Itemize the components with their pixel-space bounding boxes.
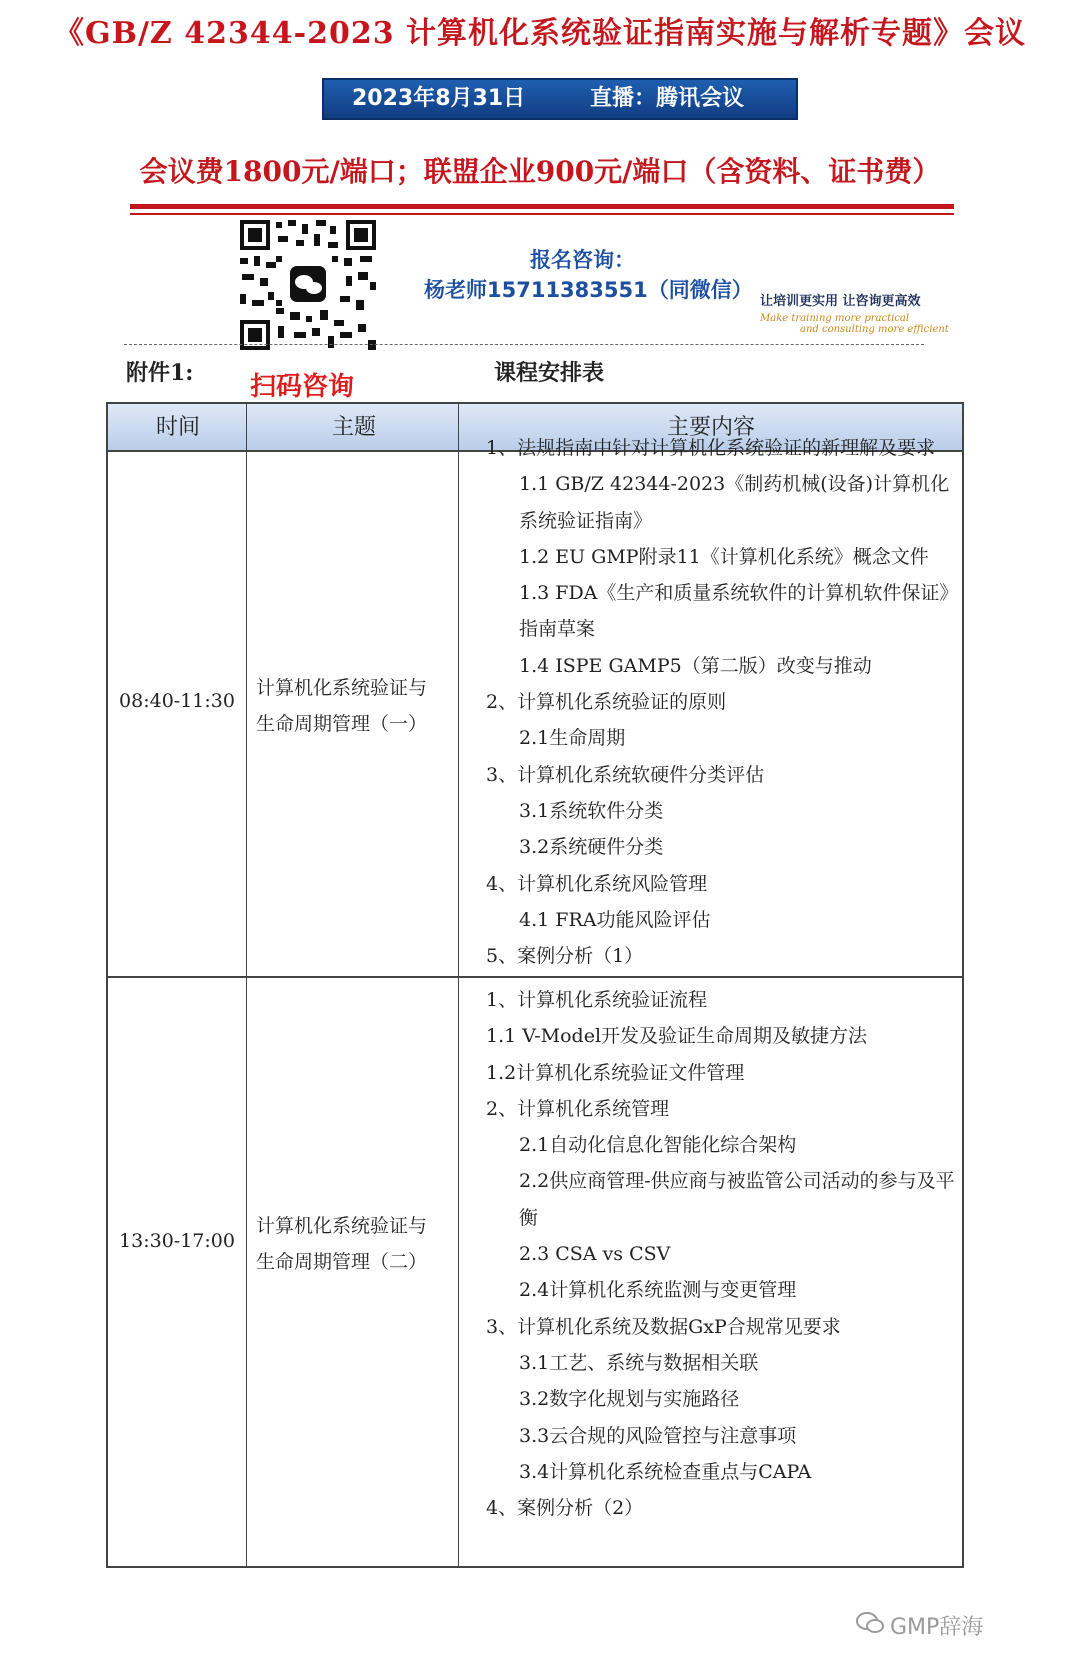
content-line: 3、计算机化系统软硬件分类评估 [486, 763, 765, 786]
header-topic: 主题 [248, 404, 460, 452]
slogan-en-1: Make training more practical [760, 313, 910, 324]
content-line: 1.2 EU GMP附录11《计算机化系统》概念文件 [519, 545, 929, 568]
divider [130, 204, 954, 209]
consult-contact[interactable]: 杨老师15711383551（同微信） [424, 278, 753, 302]
content-line: 4、计算机化系统风险管理 [486, 872, 708, 895]
conference-title: 《GB/Z 42344-2023 计算机化系统验证指南实施与解析专题》会议 [53, 16, 1027, 51]
content-line: 1.2计算机化系统验证文件管理 [486, 1061, 745, 1084]
divider [130, 213, 954, 215]
schedule-table [106, 402, 964, 1568]
header-time: 时间 [108, 404, 248, 452]
schedule-title: 课程安排表 [494, 360, 605, 386]
content-line: 1、法规指南中针对计算机化系统验证的新理解及要求 [486, 437, 936, 459]
content-line: 2.1生命周期 [519, 727, 626, 750]
session-topic-line: 生命周期管理（一） [256, 713, 428, 735]
fee-line: 会议费1800元/端口；联盟企业900元/端口（含资料、证书费） [139, 155, 941, 188]
content-line: 4.1 FRA功能风险评估 [519, 908, 711, 931]
content-line: 1.1 V-Model开发及验证生命周期及敏捷方法 [486, 1025, 868, 1048]
content-line: 2.2供应商管理-供应商与被监管公司活动的参与及平衡 [519, 1170, 955, 1229]
wechat-icon [855, 1610, 885, 1636]
content-line: 1、计算机化系统验证流程 [486, 989, 708, 1011]
content-line: 1.1 GB/Z 42344-2023《制药机械(设备)计算机化系统验证指南》 [519, 473, 950, 532]
scan-qr-label: 扫码咨询 [250, 372, 355, 402]
annex-label: 附件1: [126, 360, 194, 386]
session-topic [256, 670, 456, 742]
slogan-logo [760, 290, 960, 335]
row-divider [108, 976, 962, 978]
content-line: 2、计算机化系统管理 [486, 1097, 670, 1120]
content-line: 1.3 FDA《生产和质量系统软件的计算机软件保证》指南草案 [519, 582, 949, 641]
content-line: 2.1自动化信息化智能化综合架构 [519, 1134, 797, 1157]
live-platform: 直播：腾讯会议 [590, 86, 745, 111]
date-banner [322, 78, 798, 120]
content-line: 2.4计算机化系统监测与变更管理 [519, 1279, 797, 1302]
consult-label: 报名咨询： [530, 248, 635, 272]
content-line: 3、计算机化系统及数据GxP合规常见要求 [486, 1315, 841, 1338]
session-content [486, 430, 958, 974]
session-time: 08:40-11:30 [119, 690, 235, 712]
session-topic-line: 计算机化系统验证与 [256, 677, 428, 699]
qr-code-icon[interactable] [236, 216, 380, 354]
content-line: 3.1系统软件分类 [519, 799, 664, 822]
content-line: 2.3 CSA vs CSV [519, 1243, 671, 1266]
content-line: 3.2系统硬件分类 [519, 836, 664, 859]
session-content [486, 982, 958, 1526]
slogan-cn: 让培训更实用 让咨询更高效 [760, 294, 921, 309]
session-topic-line: 计算机化系统验证与 [256, 1215, 428, 1237]
slogan-en-2: and consulting more efficient [800, 324, 949, 335]
watermark: GMP辞海 [890, 1615, 984, 1640]
content-line: 2、计算机化系统验证的原则 [486, 691, 727, 714]
session-topic-line: 生命周期管理（二） [256, 1251, 428, 1273]
dotted-divider [124, 344, 924, 345]
content-line: 3.4计算机化系统检查重点与CAPA [519, 1460, 812, 1483]
session-time: 13:30-17:00 [119, 1230, 235, 1252]
header-content: 主要内容 [460, 404, 962, 452]
content-line: 3.3云合规的风险管控与注意事项 [519, 1424, 797, 1447]
content-line: 3.1工艺、系统与数据相关联 [519, 1351, 759, 1374]
content-line: 3.2数字化规划与实施路径 [519, 1388, 740, 1411]
column-divider [246, 404, 247, 1566]
session-topic [256, 1208, 456, 1280]
column-divider [458, 404, 459, 1566]
content-line: 4、案例分析（2） [486, 1497, 644, 1520]
content-line: 5、案例分析（1） [486, 945, 644, 968]
conference-date: 2023年8月31日 [352, 86, 526, 111]
content-line: 1.4 ISPE GAMP5（第二版）改变与推动 [519, 654, 872, 677]
